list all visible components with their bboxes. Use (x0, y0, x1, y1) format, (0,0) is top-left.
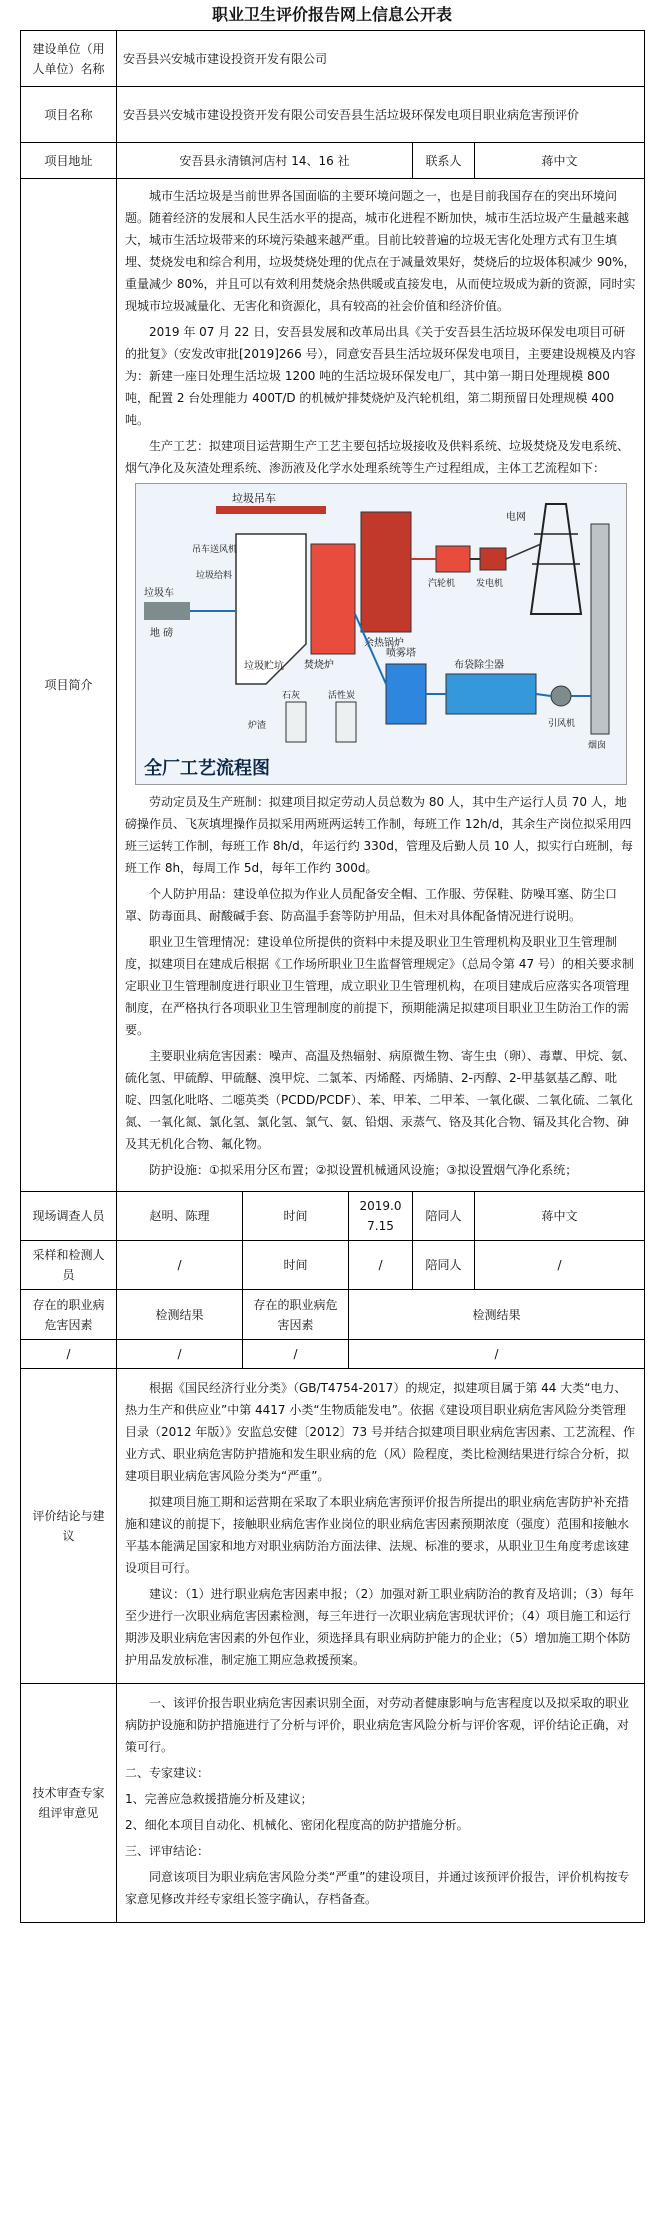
intro-paragraph: 城市生活垃圾是当前世界各国面临的主要环境问题之一，也是目前我国存在的突出环境问题。随着经济的发展和人民生活水平的提高，城市化进程不断加快，城市生活垃圾产生量越来越大，城市生活垃圾带来的环境污染越来越严重。目前比较普遍的垃圾无害化处理方式有卫生填埋、焚烧发电和综合利用，垃圾焚烧处理的优点在于减量效果好，焚烧后的垃圾体积减少 90%，重量减少 80%，并且可以有效利用焚烧余热供暖或直接发电，从而使垃圾成为新的资源，同时实现城市垃圾减量化、无害化和资源化，具有较高的社会价值和经济价值。 (125, 189, 636, 313)
label-slag: 炉渣 (247, 721, 266, 731)
generator-shape (480, 548, 506, 570)
row-project-address (21, 143, 645, 179)
project-address-value: 安吾县永清镇河店村 14、16 社 (117, 143, 413, 179)
turbine-shape (436, 546, 470, 572)
label-truck: 垃圾车 (143, 588, 174, 599)
conclusion-paragraph: 拟建项目施工期和运营期在采取了本职业病危害预评价报告所提出的职业病危害防护补充措施和建议的前提下，接触职业病危害作业岗位的职业病危害因素预期浓度（强度）范围和接触水平基本能满足国家和地方对职业病防治方面法律、法规、标准的要求，从职业卫生角度考虑该建设项目可行。 (125, 1495, 630, 1575)
label-hopper: 垃圾给料 (195, 571, 232, 581)
intro-paragraph: 2019 年 07 月 22 日，安吾县发展和改革局出具《关于安吾县生活垃圾环保发电项目可研的批复》（安发改审批[2019]266 号），同意安吾县生活垃圾环保发电项目，主要建设规模及内容为：新建一座日处理生活垃圾 1200 吨的生活垃圾环保发电厂，其中第一期日处理规模 800 吨，配置 2 台处理能力 400T/D 的机械炉排焚烧炉及汽轮机组，第二期预留日处理规模 400 吨。 (125, 325, 636, 427)
intro-paragraph: 个人防护用品：建设单位拟为作业人员配备安全帽、工作服、劳保鞋、防噪耳塞、防尘口罩、防毒面具、耐酸碱手套、防高温手套等防护用品，但未对具体配备情况进行说明。 (125, 887, 618, 923)
project-name-value: 安吾县兴安城市建设投资开发有限公司安吾县生活垃圾环保发电项目职业病危害预评价 (117, 87, 645, 143)
conclusion-content (117, 1369, 645, 1684)
review-line: 2、细化本项目自动化、机械化、密闭化程度高的防护措施分析。 (125, 1818, 469, 1832)
spray-tower-shape (386, 664, 426, 724)
review-line: 三、评审结论： (125, 1844, 210, 1858)
contact-value: 蒋中文 (475, 143, 645, 179)
bag-filter-shape (446, 674, 536, 714)
hazards-value-4: / (349, 1340, 645, 1369)
intro-paragraph: 职业卫生管理情况：建设单位所提供的资料中未提及职业卫生管理机构及职业卫生管理制度，拟建项目在建成后根据《工作场所职业卫生监督管理规定》（总局令第 47 号）的相关要求制定职业卫生管理制度进行职业卫生管理，成立职业卫生管理机构，在项目建成后应落实各项管理制度，在严格执行各项职业卫生管理制度的前提下，预期能满足拟建项目职业卫生防治工作的需要。 (125, 935, 634, 1037)
process-flow-diagram (135, 483, 627, 785)
sampling-label: 采样和检测人员 (21, 1241, 117, 1290)
stack-shape (591, 524, 609, 734)
conclusion-label: 评价结论与建议 (21, 1369, 117, 1684)
intro-paragraph: 劳动定员及生产班制：拟建项目拟定劳动人员总数为 80 人，其中生产运行人员 70 人，地磅操作员、飞灰填埋操作员拟采用两班两运转工作制，每班工作 12h/d，其余生产岗位拟采用四班三运转工作制，每班工作 8h/d，年运行约 330d，管理及后勤人员 10 人，拟实行白班制，每班工作 8h，每周工作 5d，每年工作约 300d。 (125, 795, 633, 875)
label-furnace: 焚烧炉 (303, 660, 334, 671)
hazards-value-1: / (21, 1340, 117, 1369)
conclusion-paragraph: 建议：（1）进行职业病危害因素申报；（2）加强对新工职业病防治的教育及培训；（3）每年至少进行一次职业病危害因素检测，每三年进行一次职业病危害现状评价；（4）项目施工和运行期涉及职业病危害因素的外包作业，须选择具有职业病防护能力的企业；（5）增加施工期个体防护用品发放标准，制定施工期应急救援预案。 (125, 1587, 634, 1667)
review-line: 同意该项目为职业病危害风险分类“严重”的建设项目，并通过该预评价报告，评价机构按专家意见修改并经专家组长签字确认，存档备查。 (125, 1870, 630, 1906)
review-line: 二、专家建议： (125, 1766, 210, 1780)
survey-value: 赵明、陈理 (117, 1192, 243, 1241)
sampling-time-value: / (349, 1241, 413, 1290)
label-scale: 地 磅 (149, 628, 173, 639)
project-address-label: 项目地址 (21, 143, 117, 179)
truck-shape (144, 602, 190, 620)
disclosure-table (20, 30, 645, 1923)
row-sampling (21, 1241, 645, 1290)
lime-silo-shape (286, 702, 306, 742)
project-name-label: 项目名称 (21, 87, 117, 143)
review-content (117, 1684, 645, 1923)
label-carbon: 活性炭 (327, 691, 355, 701)
page-title: 职业卫生评价报告网上信息公开表 (211, 5, 452, 24)
label-grid: 电网 (505, 512, 526, 523)
survey-companion-value: 蒋中文 (475, 1192, 645, 1241)
hazards-label-4: 检测结果 (349, 1290, 645, 1340)
label-bunker: 垃圾贮坑 (243, 661, 284, 672)
sampling-companion-label: 陪同人 (413, 1241, 475, 1290)
hazards-label-2: 检测结果 (117, 1290, 243, 1340)
survey-label: 现场调查人员 (21, 1192, 117, 1241)
sampling-companion-value: / (475, 1241, 645, 1290)
label-stack: 烟囱 (587, 741, 606, 751)
unit-label: 建设单位（用人单位）名称 (21, 31, 117, 87)
row-conclusion (21, 1369, 645, 1684)
intro-label: 项目简介 (21, 179, 117, 1192)
row-project-name (21, 87, 645, 143)
hazards-value-3: / (243, 1340, 349, 1369)
hazards-value-2: / (117, 1340, 243, 1369)
sampling-time-label: 时间 (243, 1241, 349, 1290)
intro-paragraph: 防护设施：①拟采用分区布置；②拟设置机械通风设施；③拟设置烟气净化系统； (149, 1163, 578, 1177)
hazards-label-3: 存在的职业病危害因素 (243, 1290, 349, 1340)
furnace-shape (311, 544, 355, 654)
label-boiler: 余热锅炉 (363, 638, 404, 649)
id-fan-shape (551, 686, 571, 706)
diagram-caption: 全厂工艺流程图 (143, 758, 270, 779)
survey-companion-label: 陪同人 (413, 1192, 475, 1241)
label-fan: 吊车送风机 (191, 545, 237, 555)
label-crane: 垃圾吊车 (231, 492, 276, 505)
row-intro (21, 179, 645, 1192)
row-hazards-header (21, 1290, 645, 1340)
review-line: 一、该评价报告职业病危害因素识别全面，对劳动者健康影响与危害程度以及拟采取的职业病防护设施和防护措施进行了分析与评价，职业病危害风险分析与评价客观，评价结论正确，对策可行。 (125, 1696, 630, 1754)
label-bag: 布袋除尘器 (453, 660, 504, 671)
crane-rail-shape (216, 506, 326, 514)
hazards-label-1: 存在的职业病危害因素 (21, 1290, 117, 1340)
survey-time-label: 时间 (243, 1192, 349, 1241)
label-tower: 喷雾塔 (385, 648, 416, 659)
row-unit (21, 31, 645, 87)
unit-value: 安吾县兴安城市建设投资开发有限公司 (117, 31, 645, 87)
survey-time-value: 2019.07.15 (349, 1192, 413, 1241)
intro-content (117, 179, 645, 1192)
conclusion-paragraph: 根据《国民经济行业分类》（GB/T4754-2017）的规定，拟建项目属于第 44 大类“电力、热力生产和供应业”中第 4417 小类“生物质能发电”。依据《建设项目职业病危害风险分类管理目录（2012 年版）》安监总安健〔2012〕73 号并结合拟建项目职业病危害因素、工艺流程、作业方式、职业病危害防护措施和发生职业病的危（风）险程度，类比检测结果进行综合分析，拟建项目职业病危害风险分类为“严重”。 (125, 1381, 635, 1483)
row-hazards-values (21, 1340, 645, 1369)
label-generator: 发电机 (475, 579, 503, 589)
intro-paragraph: 主要职业病危害因素：噪声、高温及热辐射、病原微生物、寄生虫（卵）、毒蕈、甲烷、氨、硫化氢、甲硫醇、甲硫醚、溴甲烷、二氯苯、丙烯醛、丙烯腈、2-丙醇、2-甲基氨基乙醇、吡啶、四氢化吡咯、二噁英类（PCDD/PCDF）、苯、甲苯、二甲苯、一氧化碳、二氧化硫、二氧化氮、一氧化氮、氯化氢、氯化氢、氯气、氨、铅烟、汞蒸气、铬及其化合物、镉及其化合物、砷及其无机化合物、氟化物。 (125, 1049, 636, 1151)
carbon-silo-shape (336, 702, 356, 742)
label-idfan: 引风机 (547, 719, 575, 729)
review-line: 1、完善应急救援措施分析及建议； (125, 1792, 313, 1806)
intro-paragraph: 生产工艺：拟建项目运营期生产工艺主要包括垃圾接收及供料系统、垃圾焚烧及发电系统、烟气净化及灰渣处理系统、渗沥液及化学水处理系统等生产过程组成，主体工艺流程如下： (125, 439, 630, 475)
label-turbine: 汽轮机 (427, 579, 455, 589)
sampling-value: / (117, 1241, 243, 1290)
contact-label: 联系人 (413, 143, 475, 179)
boiler-shape (361, 512, 411, 632)
row-survey (21, 1192, 645, 1241)
review-label: 技术审查专家组评审意见 (21, 1684, 117, 1923)
row-review (21, 1684, 645, 1923)
label-lime: 石灰 (281, 691, 300, 701)
